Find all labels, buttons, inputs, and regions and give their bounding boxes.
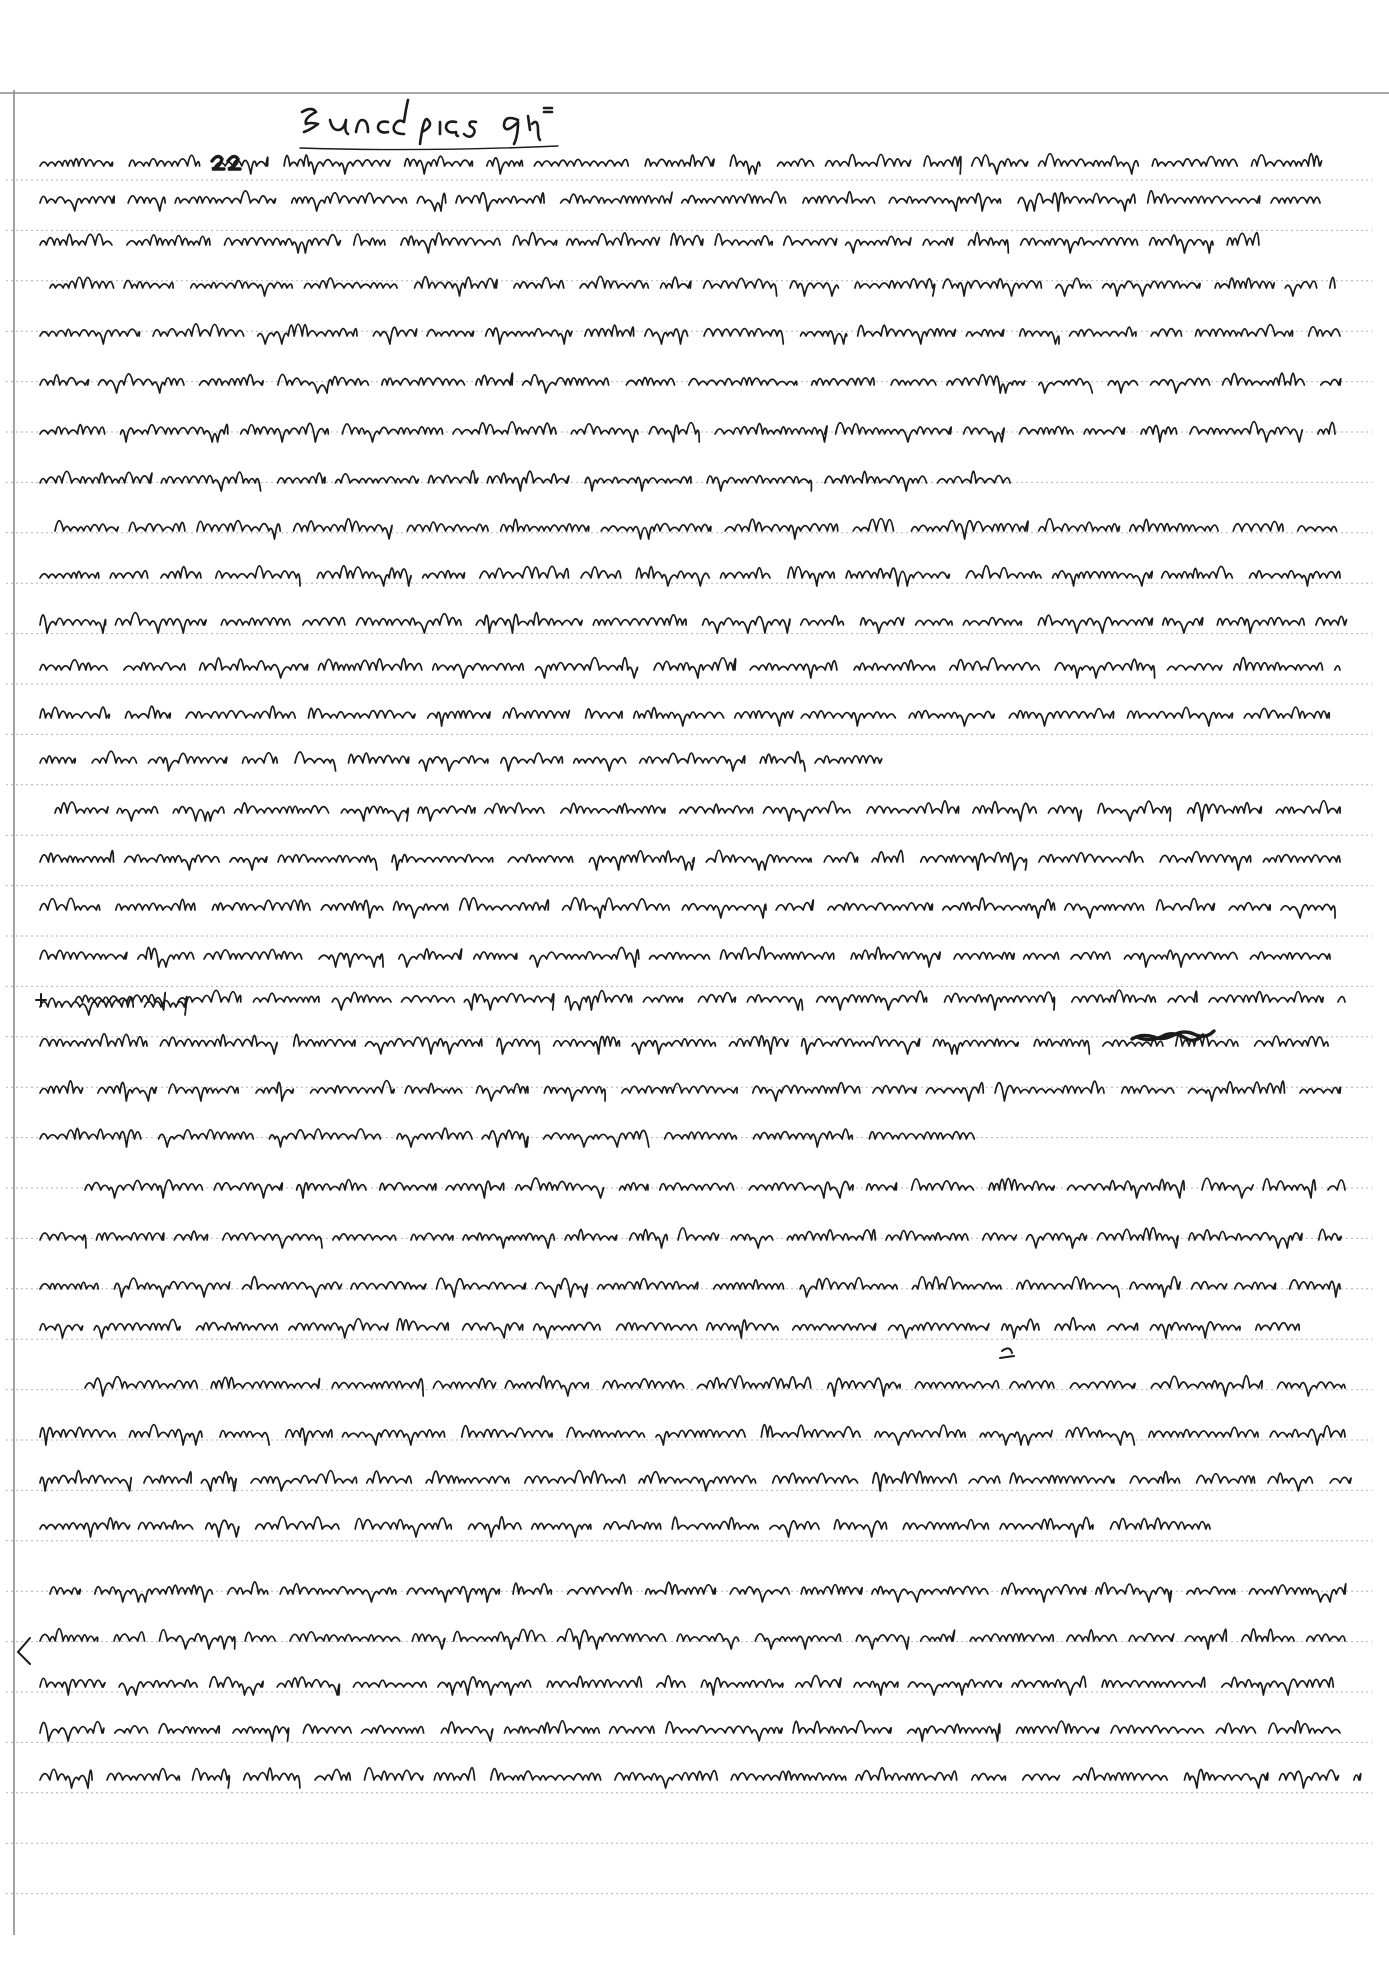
- handwritten-line: [50, 276, 1335, 296]
- handwritten-line: [40, 751, 882, 771]
- handwritten-line: [50, 1582, 1346, 1602]
- handwritten-line: [40, 1081, 1340, 1101]
- handwritten-line: [40, 947, 1330, 967]
- handwritten-line: [75, 990, 1345, 1010]
- handwritten-line: [40, 422, 1335, 442]
- handwritten-line: [40, 1471, 1351, 1491]
- handwritten-line: [40, 1277, 1340, 1298]
- handwritten-line: [40, 324, 1340, 344]
- handwritten-line: [40, 1228, 1341, 1248]
- handwritten-line: [40, 191, 1320, 211]
- handwritten-line: [40, 373, 1341, 393]
- session-heading: [300, 100, 558, 150]
- handwritten-line: [40, 850, 1340, 870]
- handwritten-line: [40, 706, 1329, 726]
- handwritten-line: [55, 801, 1340, 821]
- handwritten-line: [40, 898, 1335, 918]
- handwritten-line: [55, 519, 1337, 539]
- handwritten-line: [40, 1721, 1340, 1741]
- handwritten-line: [40, 1517, 1210, 1537]
- handwritten-line: [40, 566, 1340, 586]
- heading-underline: [300, 146, 558, 150]
- handwritten-body: [40, 154, 1361, 1788]
- handwritten-line: [85, 1376, 1345, 1396]
- handwritten-line: [40, 233, 1259, 253]
- handwritten-line: [40, 658, 1340, 679]
- handwritten-line: [40, 471, 1010, 491]
- handwritten-line: [40, 1629, 1345, 1649]
- handwritten-line: [40, 1768, 1361, 1788]
- handwritten-line: [40, 1425, 1345, 1445]
- handwritten-line: [40, 613, 1347, 634]
- handwritten-line: [40, 1318, 1299, 1338]
